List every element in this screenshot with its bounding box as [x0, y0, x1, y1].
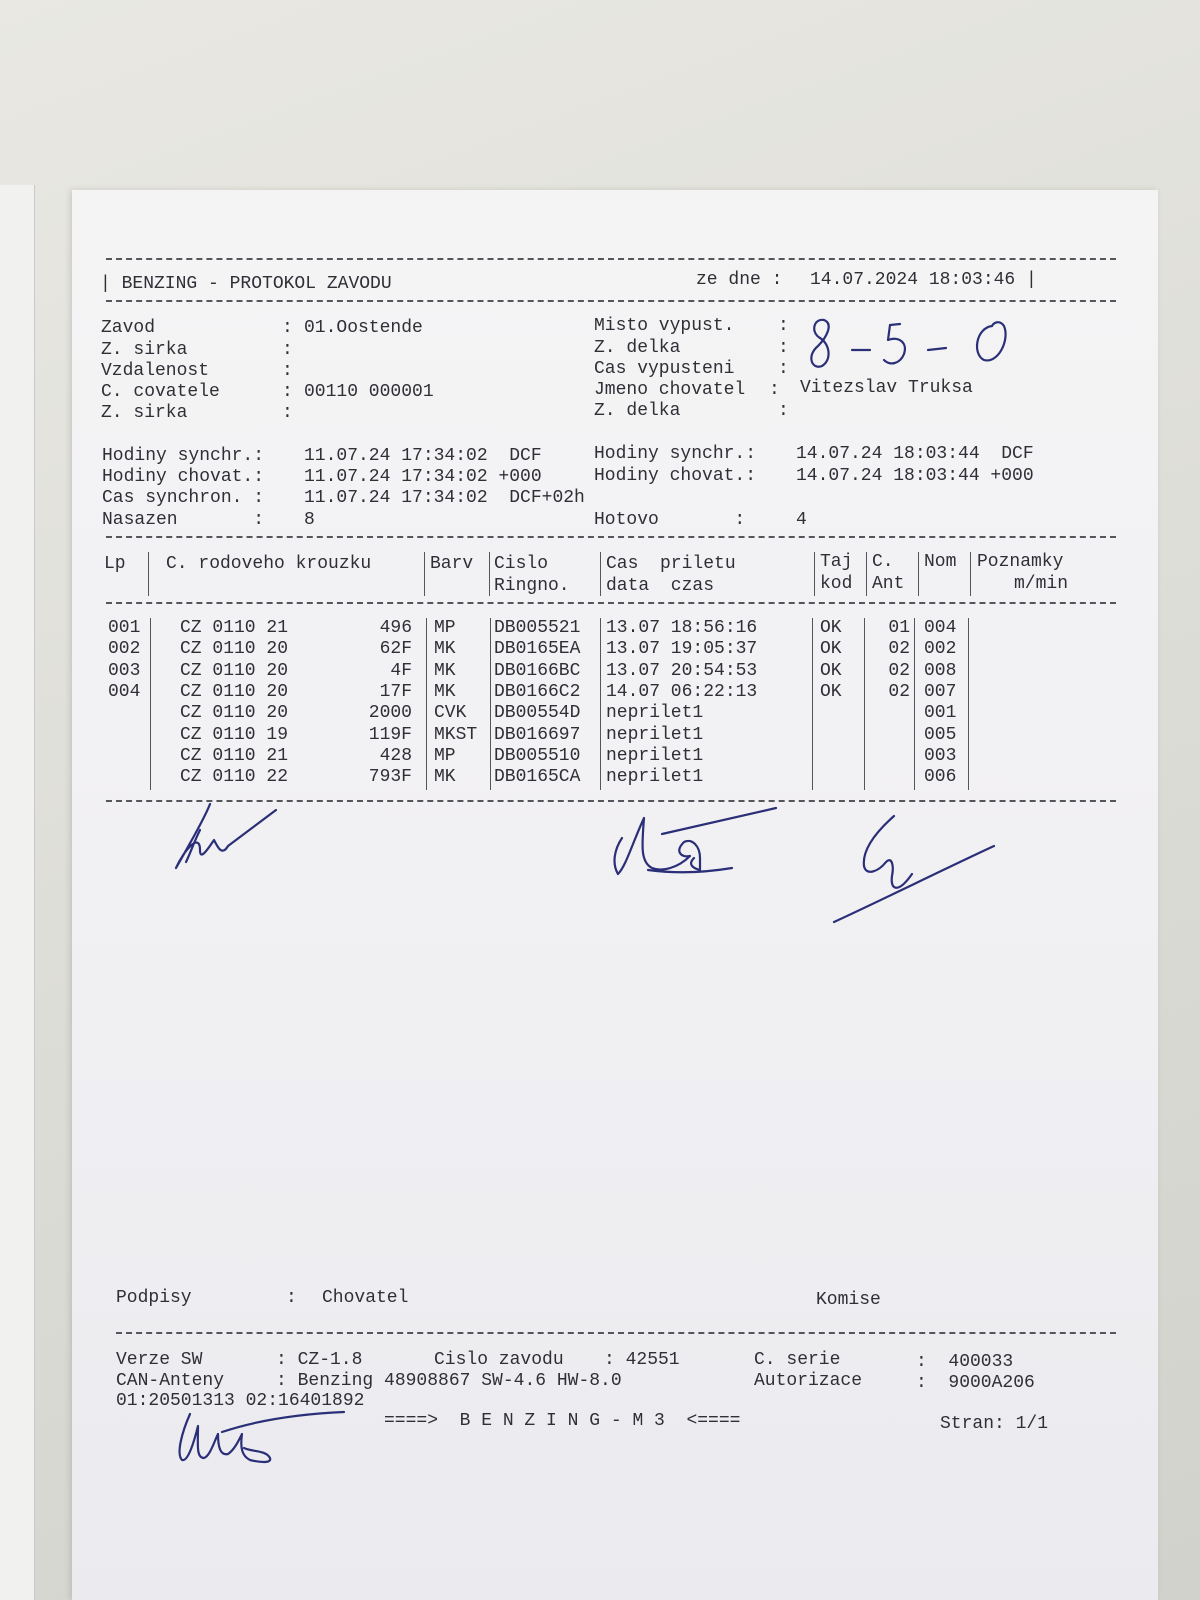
col-divider — [148, 552, 149, 596]
cell-secret-code: OK — [820, 681, 842, 702]
authorization-label: Autorizace — [754, 1371, 863, 1391]
cell-ring-prefix: CZ 0110 21 — [180, 618, 289, 638]
cell-ring-number: 17F — [379, 681, 412, 702]
col-divider — [150, 618, 151, 790]
col-divider — [968, 618, 969, 790]
cell-ringno: DB005521 — [494, 618, 581, 638]
col-header-data-czas: data czas — [606, 576, 715, 596]
info-sep: : — [282, 403, 293, 423]
clock-value: 11.07.24 17:34:02 DCF — [304, 446, 542, 466]
clock-value: 11.07.24 17:34:02 DCF+02h — [304, 488, 585, 508]
col-divider — [814, 552, 815, 596]
page-number: Stran: 1/1 — [940, 1414, 1049, 1434]
clock-value: 4 — [796, 510, 807, 530]
cell-antenna: 02 — [888, 681, 910, 702]
cell-antenna: 02 — [888, 660, 910, 681]
cell-nomination: 002 — [924, 639, 957, 660]
race-protocol-sheet — [72, 190, 1158, 1600]
divider — [106, 300, 1116, 302]
cell-arrival-time: neprilet1 — [606, 724, 704, 745]
col-header-cant: C. — [872, 552, 894, 572]
cell-secret-code: OK — [820, 660, 842, 681]
cell-arrival-time: 14.07 06:22:13 — [606, 681, 758, 702]
breeder-name: Vitezslav Truksa — [800, 378, 973, 398]
cell-ring-prefix: CZ 0110 20 — [180, 681, 289, 702]
divider — [106, 258, 1116, 260]
cell-lp: 003 — [108, 660, 141, 681]
cell-nomination: 005 — [924, 724, 957, 745]
clock-value: 14.07.24 18:03:44 DCF — [796, 444, 1034, 464]
document-title: | BENZING - PROTOKOL ZAVODU — [100, 274, 392, 294]
date-value: 14.07.2024 18:03:46 | — [810, 270, 1037, 290]
cell-ringno: DB0165CA — [494, 767, 581, 788]
info-label: Cas vypusteni — [594, 359, 735, 379]
cell-ringno: DB0166C2 — [494, 681, 581, 702]
info-sep: : — [282, 318, 293, 338]
cell-ringno: DB005510 — [494, 745, 581, 766]
cell-ring-prefix: CZ 0110 22 — [180, 767, 289, 788]
divider — [106, 536, 1116, 538]
cell-color: MP — [434, 618, 456, 638]
info-label: C. covatele — [101, 382, 220, 402]
cell-nomination: 007 — [924, 681, 957, 702]
info-sep: : — [778, 338, 789, 358]
info-label: Zavod — [101, 318, 156, 338]
cell-arrival-time: 13.07 19:05:37 — [606, 639, 758, 660]
signatures-sep: : — [286, 1288, 297, 1308]
cell-lp: 004 — [108, 681, 141, 702]
info-label: Z. sirka — [101, 340, 188, 360]
cell-arrival-time: neprilet1 — [606, 703, 704, 724]
info-value: 00110 000001 — [304, 382, 434, 402]
col-divider — [866, 552, 867, 596]
cell-ring-number: 119F — [368, 724, 412, 745]
clock-label: Cas synchron. : — [102, 488, 265, 508]
col-header-m-min: m/min — [1014, 574, 1069, 594]
device-brand: ====> B E N Z I N G - M 3 <==== — [384, 1411, 741, 1431]
cell-nomination: 006 — [924, 767, 957, 788]
sw-version-label: Verze SW — [116, 1350, 203, 1370]
cell-ring-number: 4F — [390, 660, 412, 681]
cell-nomination: 001 — [924, 703, 957, 724]
info-sep: : — [282, 361, 293, 381]
cell-color: MP — [434, 745, 456, 766]
cell-nomination: 003 — [924, 745, 957, 766]
commission-signature-label: Komise — [816, 1290, 881, 1310]
cell-color: MK — [434, 767, 456, 788]
handwritten-result-note — [796, 310, 1056, 380]
col-divider — [970, 552, 971, 596]
col-divider — [600, 552, 601, 596]
col-header-ant: Ant — [872, 574, 905, 594]
cell-ring-prefix: CZ 0110 21 — [180, 745, 289, 766]
clock-label: Hodiny synchr.: — [102, 446, 265, 466]
cell-arrival-time: 13.07 18:56:16 — [606, 618, 758, 638]
cell-color: MK — [434, 639, 456, 660]
antenna-ids: 01:20501313 02:16401892 — [116, 1391, 365, 1411]
handwritten-signature — [170, 790, 290, 880]
cell-ring-number: 496 — [379, 618, 412, 638]
cell-antenna: 01 — [888, 618, 910, 638]
col-divider — [864, 618, 865, 790]
col-header-barv: Barv — [430, 554, 474, 574]
cell-arrival-time: 13.07 20:54:53 — [606, 660, 758, 681]
info-sep: : — [778, 359, 789, 379]
clock-value: 11.07.24 17:34:02 +000 — [304, 467, 542, 487]
cell-lp: 001 — [108, 618, 141, 638]
info-label: Vzdalenost — [101, 361, 210, 381]
cell-ring-number: 793F — [368, 767, 412, 788]
col-divider — [600, 618, 601, 790]
col-header-nom: Nom — [924, 552, 957, 572]
cell-ring-number: 62F — [379, 639, 412, 660]
info-sep: : — [778, 316, 789, 336]
info-label: Jmeno chovatel — [594, 380, 746, 400]
clock-value: 8 — [304, 510, 315, 530]
date-label: ze dne : — [696, 270, 783, 290]
cell-color: CVK — [434, 703, 467, 724]
col-divider — [489, 552, 490, 596]
col-header-poznamky: Poznamky — [977, 552, 1064, 572]
cell-ringno: DB016697 — [494, 724, 581, 745]
cell-ring-prefix: CZ 0110 19 — [180, 724, 289, 745]
adjacent-paper-edge — [0, 185, 35, 1600]
cell-ring-prefix: CZ 0110 20 — [180, 660, 289, 681]
cell-ring-number: 428 — [379, 745, 412, 766]
clock-label: Hodiny chovat.: — [594, 466, 757, 486]
cell-secret-code: OK — [820, 639, 842, 660]
serial-label: C. serie — [754, 1350, 841, 1370]
cell-color: MKST — [434, 724, 478, 745]
cell-nomination: 004 — [924, 618, 957, 638]
race-number-value: : 42551 — [604, 1350, 680, 1370]
authorization-value: : 9000A206 — [916, 1373, 1035, 1393]
clock-label: Nasazen : — [102, 510, 265, 530]
col-divider — [914, 618, 915, 790]
col-header-kod: kod — [820, 574, 853, 594]
info-label: Misto vypust. — [594, 316, 735, 336]
clock-value: 14.07.24 18:03:44 +000 — [796, 466, 1034, 486]
col-divider — [426, 618, 427, 790]
cell-ring-prefix: CZ 0110 20 — [180, 703, 289, 724]
cell-ring-prefix: CZ 0110 20 — [180, 639, 289, 660]
col-header-cislo: Cislo — [494, 554, 549, 574]
info-sep: : — [282, 382, 293, 402]
breeder-signature-label: Chovatel — [322, 1288, 409, 1308]
can-antennas-label: CAN-Anteny — [116, 1371, 225, 1391]
col-header-ringno: Ringno. — [494, 576, 570, 596]
race-number-label: Cislo zavodu — [434, 1350, 564, 1370]
cell-color: MK — [434, 660, 456, 681]
info-label: Z. sirka — [101, 403, 188, 423]
handwritten-signature — [832, 810, 1012, 940]
col-header-taj: Taj — [820, 552, 853, 572]
info-sep: : — [282, 340, 293, 360]
col-divider — [812, 618, 813, 790]
info-sep: : — [778, 401, 789, 421]
cell-nomination: 008 — [924, 660, 957, 681]
sw-version-value: : CZ-1.8 — [276, 1350, 363, 1370]
col-header-cas: Cas priletu — [606, 554, 736, 574]
signatures-label: Podpisy — [116, 1288, 192, 1308]
cell-arrival-time: neprilet1 — [606, 745, 704, 766]
cell-ring-number: 2000 — [368, 703, 412, 724]
cell-secret-code: OK — [820, 618, 842, 638]
cell-ringno: DB0165EA — [494, 639, 581, 660]
cell-antenna: 02 — [888, 639, 910, 660]
cell-lp: 002 — [108, 639, 141, 660]
info-label: Z. delka — [594, 401, 681, 421]
cell-ringno: DB0166BC — [494, 660, 581, 681]
info-value: 01.Oostende — [304, 318, 423, 338]
divider — [116, 1332, 1116, 1334]
col-divider — [424, 552, 425, 596]
info-label: Z. delka — [594, 338, 681, 358]
cell-ringno: DB00554D — [494, 703, 581, 724]
cell-arrival-time: neprilet1 — [606, 767, 704, 788]
info-sep: : — [769, 380, 780, 400]
col-divider — [490, 618, 491, 790]
handwritten-signature — [168, 1398, 358, 1478]
clock-label: Hotovo : — [594, 510, 746, 530]
col-header-ring: C. rodoveho krouzku — [166, 554, 372, 574]
can-antennas-value: : Benzing 48908867 SW-4.6 HW-8.0 — [276, 1371, 622, 1391]
clock-label: Hodiny chovat.: — [102, 467, 265, 487]
divider — [106, 602, 1116, 604]
col-divider — [918, 552, 919, 596]
serial-value: : 400033 — [916, 1352, 1014, 1372]
handwritten-signature — [608, 798, 788, 878]
clock-label: Hodiny synchr.: — [594, 444, 757, 464]
col-header-lp: Lp — [104, 554, 126, 574]
cell-color: MK — [434, 681, 456, 702]
